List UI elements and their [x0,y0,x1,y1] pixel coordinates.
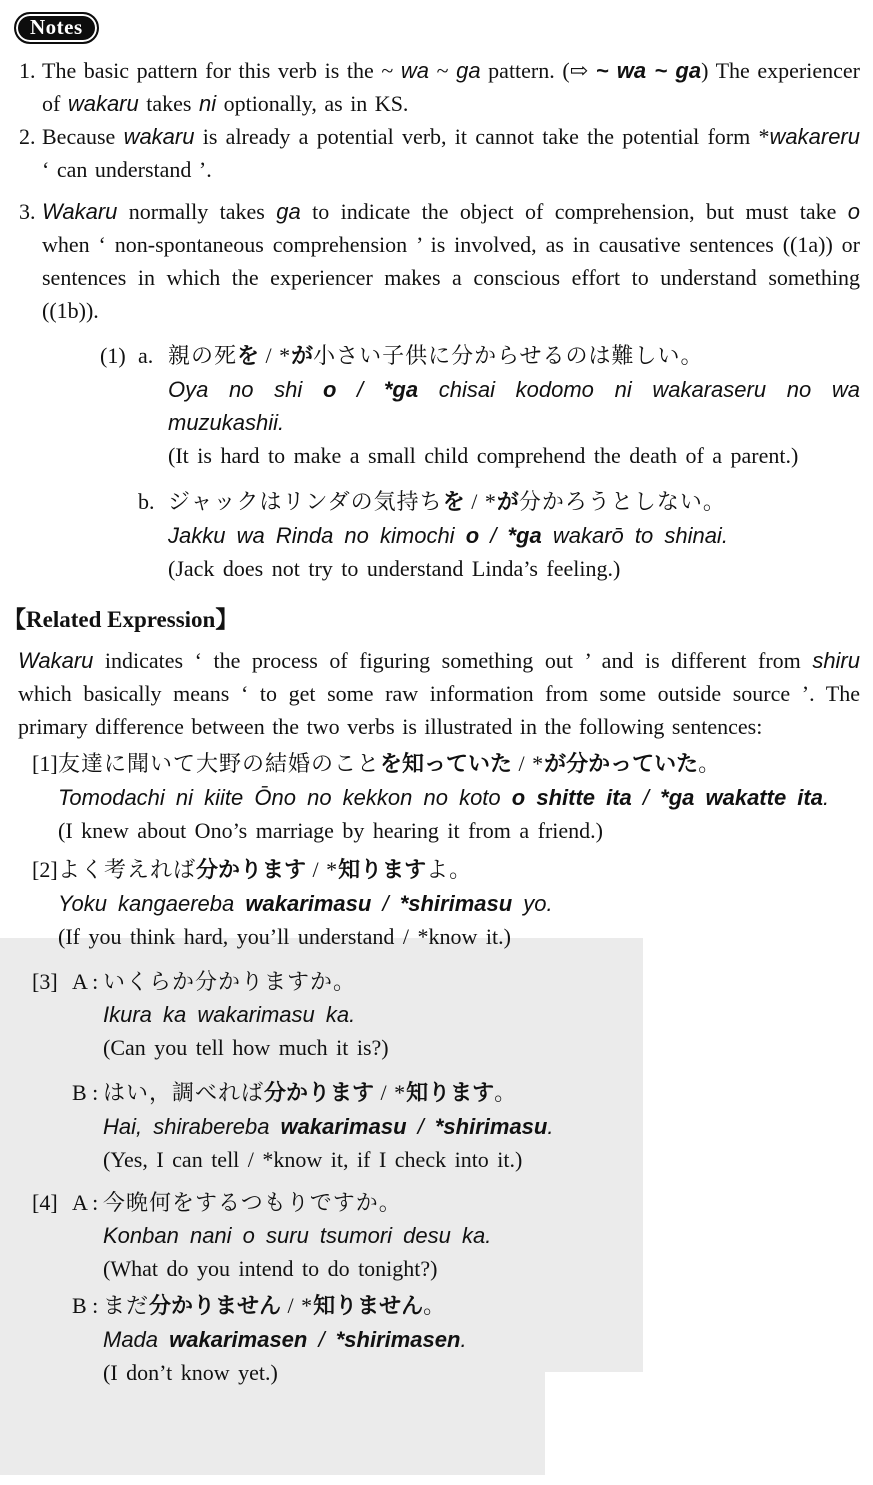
qa-content [103,1076,860,1176]
english-translation: (Jack does not try to understand Linda’s feeling.) [168,556,621,581]
qa-content [103,1186,860,1285]
romaji-sentence: Yoku kangaereba wakarimasu / *shirimasu yo. [58,891,553,916]
related-item-number: [1] [32,751,58,776]
example-1a-row [0,339,860,472]
notes-section-badge: Notes [14,12,99,44]
speaker-label-b: B : [72,1293,99,1318]
related-item-1 [0,747,860,847]
example-1b-content [168,485,860,585]
qa-row-speaker-a [72,965,860,1064]
note-text: The basic pattern for this verb is the ~ wa ~ ga pattern. (⇨ ~ wa ~ ga) The experiencer of wakaru takes ni optionally, as in KS. [42,58,860,116]
note-number: 3. [19,199,36,224]
qa-row-speaker-b [72,1289,860,1389]
example-1b-row [0,485,860,585]
related-item-3-content [72,965,860,1064]
english-translation: (Can you tell how much it is?) [103,1035,389,1060]
related-item-number: [3] [32,969,58,994]
english-translation: (I don’t know yet.) [103,1360,278,1385]
speaker-label-b: B : [72,1080,99,1105]
related-expression-intro: Wakaru indicates ‘ the process of figuring something out ’ and is different from shiru which basically means ‘ to get some raw information from some outside source ’. The primary difference between the two verbs is illustrated in the following sentences: [18,648,860,739]
related-item-4 [0,1186,860,1285]
related-item-1-content [58,747,860,847]
romaji-sentence: Oya no shi o / *ga chisai kodomo ni wakaraseru no wa muzukashii. [168,377,860,435]
japanese-sentence: ジャックはリンダの気持ちを / *が分かろうとしない。 [168,489,726,515]
qa-content [103,965,860,1064]
english-translation: (I knew about Ono’s marriage by hearing it from a friend.) [58,818,603,843]
notes-list [0,54,860,327]
related-expression-header: 【Related Expression】 [3,607,239,632]
qa-content [103,1289,860,1389]
related-item-number: [2] [32,857,58,882]
related-item-4-content [72,1186,860,1285]
related-item-2 [0,853,860,953]
japanese-sentence: 今晩何をするつもりですか。 [103,1190,402,1215]
romaji-sentence: Jakku wa Rinda no kimochi o / *ga wakarō to shinai. [168,523,728,548]
example-letter-b: b. [138,489,155,514]
japanese-sentence: 友達に聞いて大野の結婚のことを知っていた / *が分かっていた。 [58,751,722,777]
note-number: 2. [19,124,36,149]
example-1a-content [168,339,860,472]
romaji-sentence: Hai, shirabereba wakarimasu / *shirimasu. [103,1114,554,1139]
romaji-sentence: Mada wakarimasen / *shirimasen. [103,1327,467,1352]
japanese-sentence: よく考えれば分かります / *知りますよ。 [58,857,473,883]
japanese-sentence: まだ分かりません / *知りません。 [103,1293,447,1319]
romaji-sentence: Tomodachi ni kiite Ōno no kekkon no koto o shitte ita / *ga wakatte ita. [58,785,830,810]
note-number: 1. [19,58,36,83]
romaji-sentence: Ikura ka wakarimasu ka. [103,1002,356,1027]
english-translation: (What do you intend to do tonight?) [103,1256,438,1281]
romaji-sentence: Konban nani o suru tsumori desu ka. [103,1223,492,1248]
note-item-2 [0,120,860,186]
related-item-number: [4] [32,1190,58,1215]
note-text: Wakaru normally takes ga to indicate the object of comprehension, but must take o when ‘ non-spontaneous comprehension ’ is involved, as in causative sentences ((1a)) or sentences in which the experiencer makes a conscious effort to understand something ((1b)). [42,199,860,323]
english-translation: (Yes, I can tell / *know it, if I check into it.) [103,1147,523,1172]
speaker-label-a: A : [72,1190,99,1215]
note-item-1 [0,54,860,120]
english-translation: (It is hard to make a small child comprehend the death of a parent.) [168,443,799,468]
japanese-sentence: いくらか分かりますか。 [103,969,357,994]
note-item-3 [0,195,860,327]
example-number: (1) [100,343,126,368]
example-letter-a: a. [138,343,154,368]
speaker-label-a: A : [72,969,99,994]
qa-row-speaker-b [72,1076,860,1176]
japanese-sentence: はい，調べれば分かります / *知ります。 [103,1080,518,1106]
related-item-2-content [58,853,860,953]
note-text: Because wakaru is already a potential verb, it cannot take the potential form *wakareru ‘ can understand ’. [42,124,860,182]
english-translation: (If you think hard, you’ll understand / *know it.) [58,924,511,949]
qa-row-speaker-a [72,1186,860,1285]
japanese-sentence: 親の死を / *が小さい子供に分からせるのは難しい。 [168,343,704,369]
related-item-3 [0,965,860,1064]
